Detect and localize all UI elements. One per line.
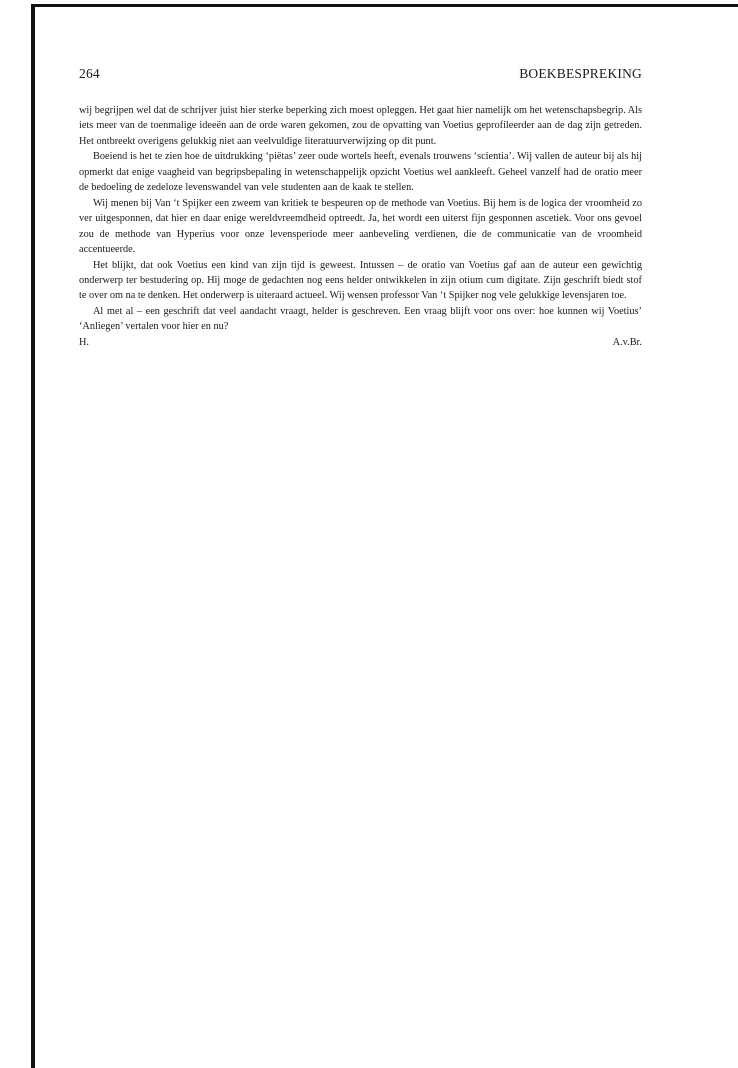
page-number: 264 — [79, 66, 100, 81]
paragraph-2: Boeiend is het te zien hoe de uitdrukking ‘piëtas’ zeer oude wortels heeft, evenals trouwens ‘scientia’. Wij vallen de auteur bij als hij opmerkt dat enige vaagheid van begripsbepaling in wetenschappelijk opzicht Voetius wel aankleeft. Geheel vanzelf had de oratio meer de bedoeling de zedeloze levenswandel van vele studenten aan de kaak te stellen. — [79, 151, 642, 194]
paragraph-4: Het blijkt, dat ook Voetius een kind van zijn tijd is geweest. Intussen – de oratio van Voetius gaf aan de auteur een gewichtig onderwerp ter bestudering op. Hij moge de gedachten nog eens helder ontwikkelen in zijn otium cum digitate. Zijn geschrift biedt stof te over om na te denken. Het onderwerp is uiteraard actueel. Wij wensen professor Van ‘t Spijker nog vele gelukkige levensjaren toe. — [79, 259, 642, 302]
signoff-initials: H. — [79, 336, 90, 348]
section-title: BOEKBESPREKING — [519, 66, 642, 81]
review-body — [79, 103, 642, 335]
paragraph-1: wij begrijpen wel dat de schrijver juist hier sterke beperking zich moest opleggen. Het gaat hier namelijk om het wetenschapsbegrip. Als iets meer van de toenmalige ideeën aan de orde waren gekomen, zou de opvatting van Voetius geprofileerder aan de dag zijn getreden. Het ontbreekt overigens gelukkig niet aan veelvuldige literatuurverwijzing op dit punt. — [79, 105, 642, 147]
paragraph-5: Al met al – een geschrift dat veel aandacht vraagt, helder is geschreven. Een vraag blijft voor ons over: hoe kunnen wij Voetius’ ‘Anliegen’ vertalen voor hier en nu? — [79, 305, 642, 333]
scan-border-left — [31, 4, 35, 1068]
reviewer-name: A.v.Br. — [612, 336, 642, 348]
running-head — [79, 66, 642, 82]
signoff — [79, 335, 642, 350]
scan-border-top — [31, 4, 738, 7]
book-page — [79, 66, 642, 350]
paragraph-3: Wij menen bij Van ‘t Spijker een zweem van kritiek te bespeuren op de methode van Voetius. Bij hem is de logica der vroomheid zo ver uitgesponnen, dat hier en daar enige wereldvreemdheid optreedt. Ja, het wordt een uiterst fijn gesponnen ascetiek. Voor ons gevoel zou de methode van Hyperius voor onze levensperiode meer aanbeveling verdienen, die de communicatie van de vroomheid accentueerde. — [79, 197, 642, 256]
